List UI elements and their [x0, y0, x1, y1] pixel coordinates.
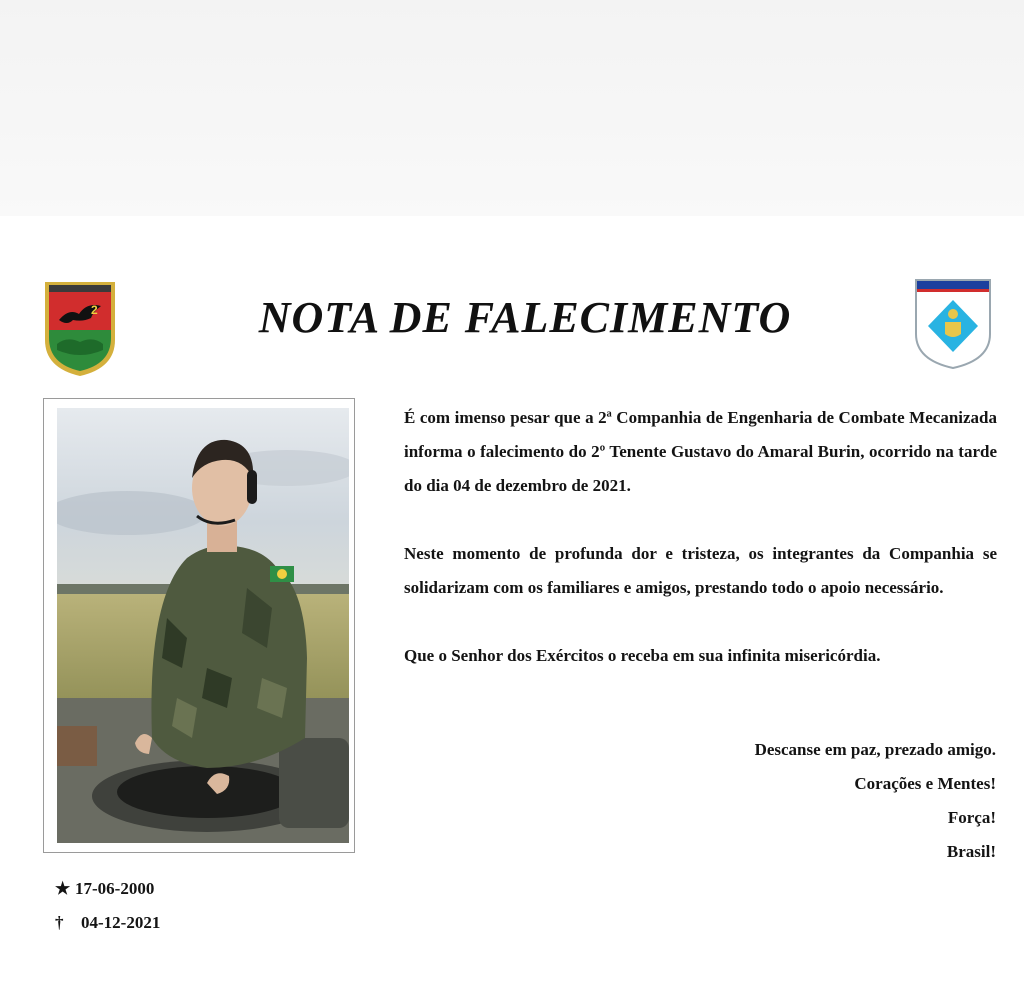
- page-title: NOTA DE FALECIMENTO: [258, 293, 792, 342]
- birth-date-row: [55, 872, 160, 906]
- closing-line: Corações e Mentes!: [854, 774, 996, 793]
- paragraph-condolence: Neste momento de profunda dor e tristeza, os integrantes da Companhia se solidarizam com os familiares e amigos, prestando todo o apoio necessário.: [404, 544, 997, 597]
- paragraph-prayer: Que o Senhor dos Exércitos o receba em sua infinita misericórdia.: [404, 646, 881, 665]
- life-dates: [55, 872, 160, 940]
- top-blank-band: [0, 0, 1024, 217]
- portrait-frame: [43, 398, 355, 853]
- closing-line: Brasil!: [946, 842, 996, 861]
- cross-icon: †: [55, 913, 64, 932]
- svg-text:2: 2: [91, 303, 98, 317]
- birth-date: 17-06-2000: [75, 879, 155, 898]
- battalion-crest-icon: [43, 280, 117, 378]
- closing-line: Força!: [947, 808, 996, 827]
- company-crest-icon: [914, 278, 992, 370]
- death-date-row: [55, 906, 160, 940]
- death-date: 04-12-2021: [81, 913, 161, 932]
- star-icon: ★: [55, 879, 71, 898]
- obituary-body: [404, 401, 997, 707]
- closing-lines: [596, 733, 996, 869]
- closing-line: Descanse em paz, prezado amigo.: [754, 740, 996, 759]
- soldier-portrait-photo: [57, 408, 349, 843]
- paragraph-announcement: É com imenso pesar que a 2ª Companhia de Engenharia de Combate Mecanizada informa o falecimento do 2º Tenente Gustavo do Amaral Burin, ocorrido na tarde do dia 04 de dezembro de 2021.: [404, 408, 997, 495]
